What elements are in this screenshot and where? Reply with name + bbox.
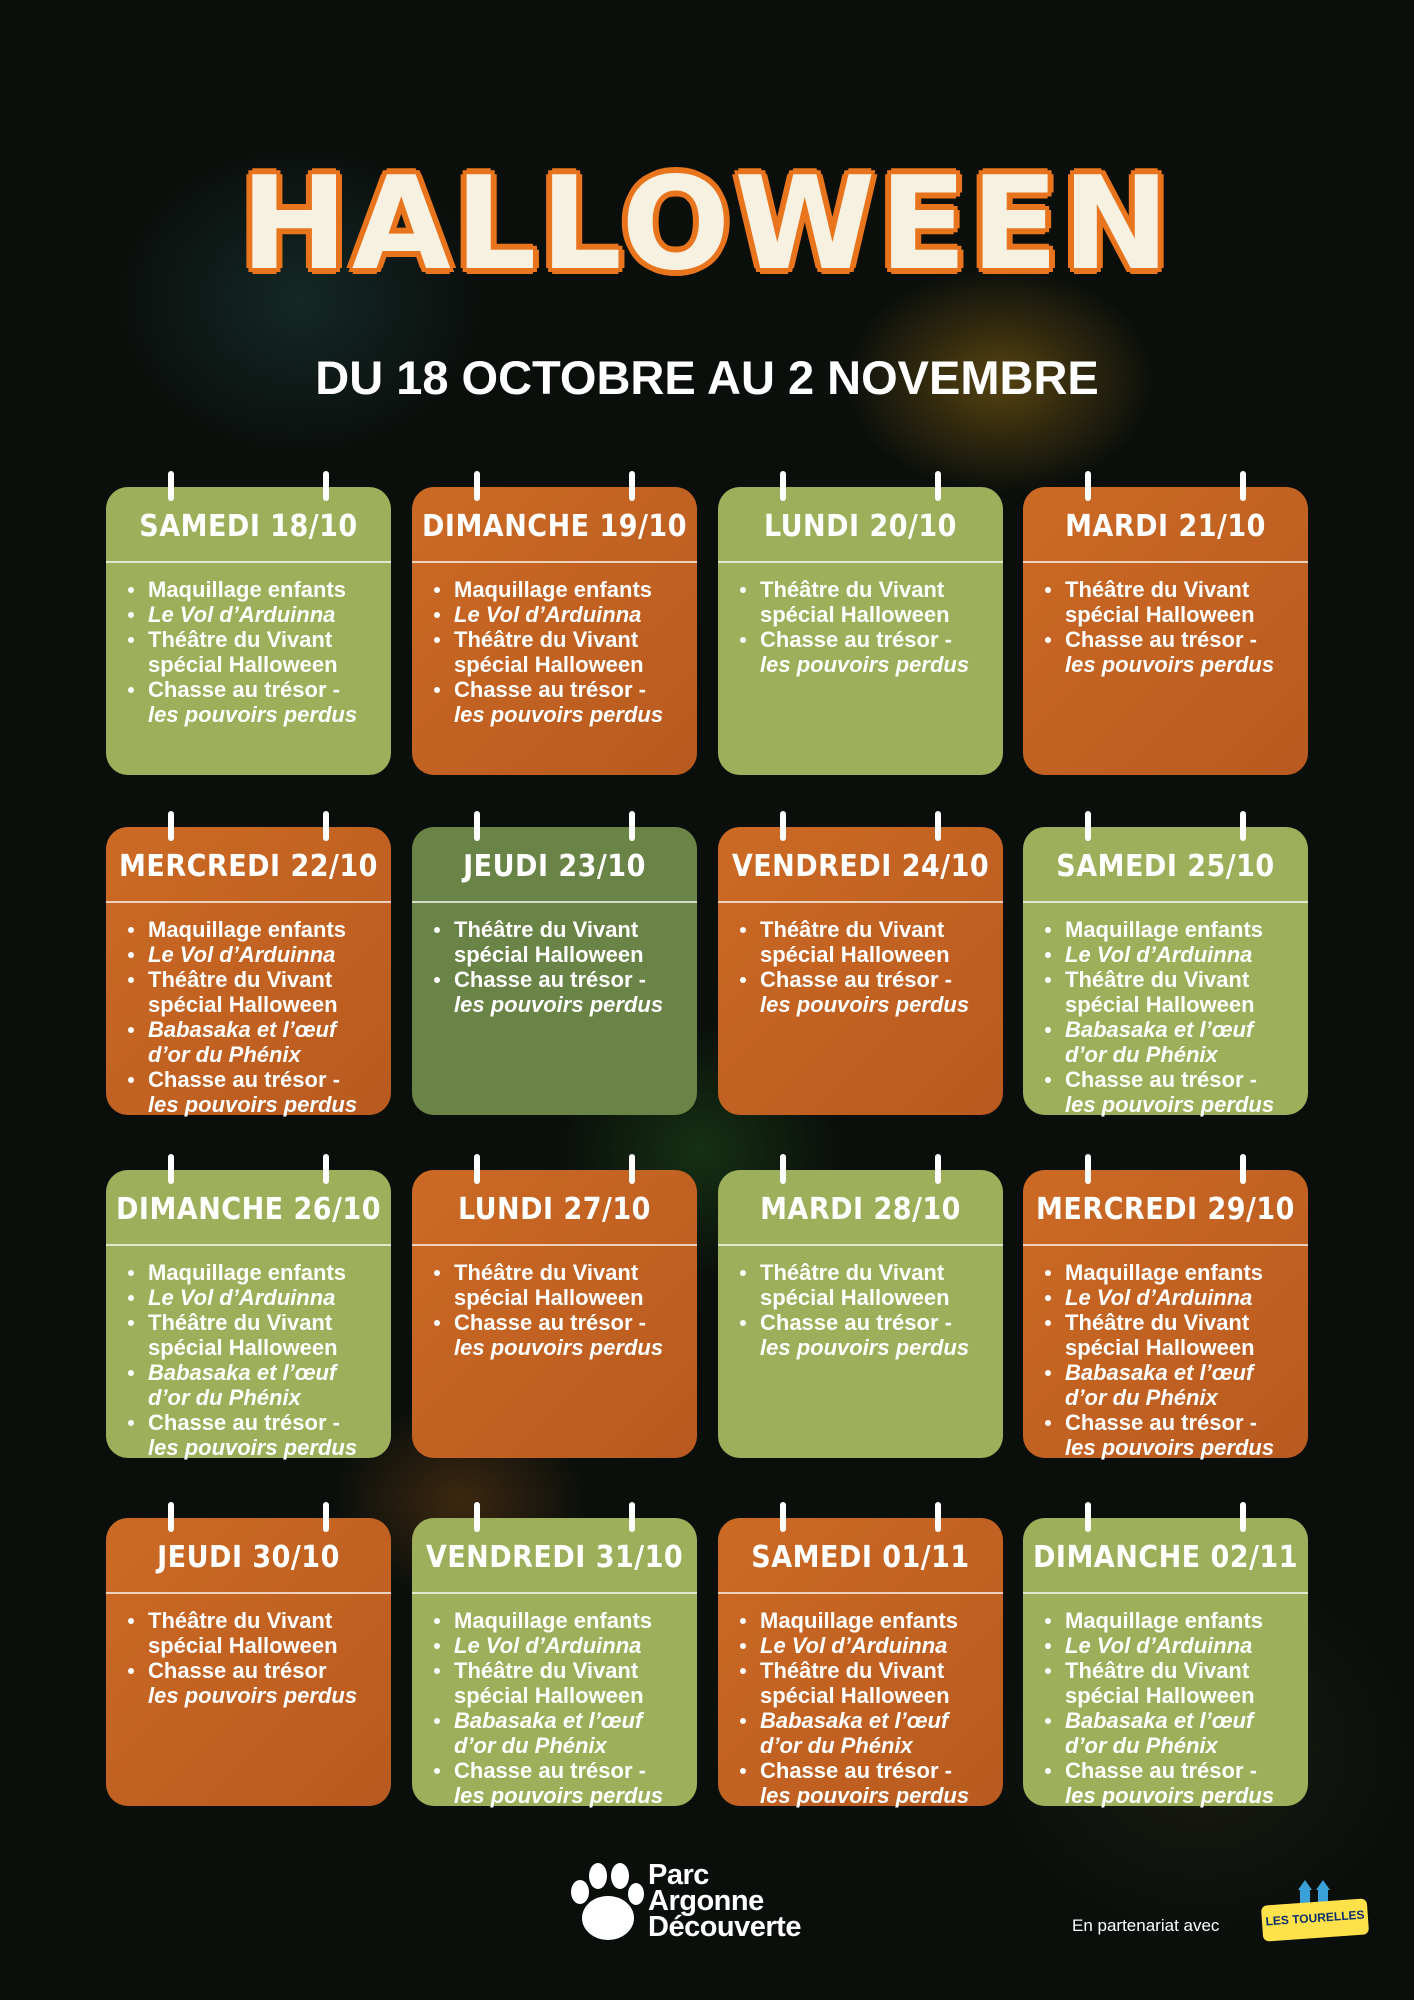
day-label: DIMANCHE 26/10 xyxy=(106,1170,391,1246)
calendar-ring-icon xyxy=(168,1154,174,1184)
day-card xyxy=(412,487,697,775)
activity-list xyxy=(412,577,697,727)
activity-title-italic: Babasaka et l’œuf d’or du Phénix xyxy=(454,1708,643,1758)
day-card xyxy=(412,1518,697,1806)
day-card xyxy=(718,1170,1003,1458)
activity-text: Théâtre du Vivant spécial Halloween xyxy=(760,1260,950,1310)
day-card xyxy=(106,487,391,775)
day-card xyxy=(1023,487,1308,775)
activity-text: Chasse au trésor - xyxy=(454,677,646,702)
activity-item xyxy=(1065,1658,1298,1708)
activity-item xyxy=(1065,1360,1298,1410)
activity-text: Chasse au trésor - xyxy=(1065,1758,1257,1783)
activity-text: Théâtre du Vivant spécial Halloween xyxy=(760,917,950,967)
activity-title-italic: Babasaka et l’œuf d’or du Phénix xyxy=(760,1708,949,1758)
logo-label: LES TOURELLES xyxy=(1265,1907,1365,1929)
activity-list xyxy=(1023,577,1308,677)
activity-text: Chasse au trésor - xyxy=(454,967,646,992)
activity-text: Maquillage enfants xyxy=(1065,1260,1264,1285)
day-label: DIMANCHE 02/11 xyxy=(1023,1518,1308,1594)
activity-item xyxy=(1065,577,1298,627)
day-label: JEUDI 30/10 xyxy=(106,1518,391,1594)
activity-item xyxy=(760,627,993,677)
activity-item xyxy=(454,967,687,1017)
activity-item xyxy=(1065,1017,1298,1067)
activity-title-italic: Le Vol d’Arduinna xyxy=(454,602,642,627)
calendar-ring-icon xyxy=(474,811,480,841)
activity-item xyxy=(1065,1260,1298,1285)
day-label: MERCREDI 29/10 xyxy=(1023,1170,1308,1246)
day-label: MARDI 28/10 xyxy=(718,1170,1003,1246)
activity-item xyxy=(454,1658,687,1708)
activity-list xyxy=(106,1608,391,1708)
activity-title-italic: les pouvoirs perdus xyxy=(760,1783,970,1808)
activity-list xyxy=(412,1260,697,1360)
activity-item xyxy=(1065,967,1298,1017)
calendar-ring-icon xyxy=(323,811,329,841)
activity-text: Chasse au trésor - xyxy=(760,1310,952,1335)
activity-item xyxy=(148,677,381,727)
activity-text: Théâtre du Vivant spécial Halloween xyxy=(148,1608,338,1658)
activity-item xyxy=(1065,1608,1298,1633)
activity-item xyxy=(760,1310,993,1360)
day-label: SAMEDI 25/10 xyxy=(1023,827,1308,903)
activity-list xyxy=(106,1260,391,1460)
activity-item xyxy=(454,1633,687,1658)
activity-item xyxy=(1065,1633,1298,1658)
activity-item xyxy=(454,602,687,627)
calendar-ring-icon xyxy=(168,471,174,501)
activity-list xyxy=(718,577,1003,677)
day-card xyxy=(106,827,391,1115)
calendar-ring-icon xyxy=(935,1154,941,1184)
activity-item xyxy=(148,1410,381,1460)
activity-item xyxy=(760,1608,993,1633)
day-label: DIMANCHE 19/10 xyxy=(412,487,697,563)
day-label: LUNDI 27/10 xyxy=(412,1170,697,1246)
activity-text: Maquillage enfants xyxy=(1065,1608,1264,1633)
activity-text: Maquillage enfants xyxy=(148,1260,347,1285)
activity-item xyxy=(760,917,993,967)
activity-title-italic: les pouvoirs perdus xyxy=(454,992,664,1017)
activity-item xyxy=(148,1017,381,1067)
calendar-ring-icon xyxy=(780,1502,786,1532)
activity-item xyxy=(760,1708,993,1758)
calendar-ring-icon xyxy=(780,811,786,841)
activity-text: Maquillage enfants xyxy=(148,577,347,602)
activity-text: Théâtre du Vivant spécial Halloween xyxy=(148,967,338,1017)
activity-text: Chasse au trésor - xyxy=(760,967,952,992)
activity-item xyxy=(454,627,687,677)
activity-title-italic: les pouvoirs perdus xyxy=(1065,1783,1275,1808)
activity-title-italic: Le Vol d’Arduinna xyxy=(1065,1633,1253,1658)
calendar-ring-icon xyxy=(474,1502,480,1532)
activity-list xyxy=(106,917,391,1117)
activity-text: Théâtre du Vivant spécial Halloween xyxy=(454,917,644,967)
calendar-ring-icon xyxy=(168,1502,174,1532)
activity-item xyxy=(1065,1410,1298,1460)
activity-text: Chasse au trésor - xyxy=(454,1310,646,1335)
parc-argonne-logo xyxy=(566,1858,866,1948)
activity-item xyxy=(1065,627,1298,677)
calendar-ring-icon xyxy=(1240,1154,1246,1184)
activity-item xyxy=(454,1708,687,1758)
calendar-ring-icon xyxy=(629,1154,635,1184)
day-label: SAMEDI 18/10 xyxy=(106,487,391,563)
activity-text: Chasse au trésor - xyxy=(148,1067,340,1092)
activity-item xyxy=(148,1658,381,1708)
calendar-ring-icon xyxy=(474,1154,480,1184)
calendar-ring-icon xyxy=(323,1154,329,1184)
activity-title-italic: les pouvoirs perdus xyxy=(1065,652,1275,677)
activity-item xyxy=(1065,1708,1298,1758)
activity-title-italic: Le Vol d’Arduinna xyxy=(148,1285,336,1310)
les-tourelles-logo xyxy=(1256,1880,1374,1942)
day-card xyxy=(718,1518,1003,1806)
activity-text: Maquillage enfants xyxy=(454,577,653,602)
activity-list xyxy=(718,917,1003,1017)
activity-text: Théâtre du Vivant spécial Halloween xyxy=(1065,1658,1255,1708)
activity-item xyxy=(454,1608,687,1633)
activity-item xyxy=(760,1658,993,1708)
activity-item xyxy=(148,942,381,967)
activity-text: Chasse au trésor - xyxy=(1065,1410,1257,1435)
activity-text: Chasse au trésor - xyxy=(454,1758,646,1783)
activity-text: Chasse au trésor - xyxy=(148,677,340,702)
activity-list xyxy=(1023,917,1308,1117)
calendar-ring-icon xyxy=(323,1502,329,1532)
activity-title-italic: les pouvoirs perdus xyxy=(148,702,358,727)
activity-text: Théâtre du Vivant spécial Halloween xyxy=(760,1658,950,1708)
activity-text: Chasse au trésor xyxy=(148,1658,327,1683)
day-card xyxy=(412,1170,697,1458)
activity-item xyxy=(760,1260,993,1310)
calendar-ring-icon xyxy=(629,811,635,841)
calendar-ring-icon xyxy=(168,811,174,841)
activity-list xyxy=(412,917,697,1017)
calendar-ring-icon xyxy=(1085,1502,1091,1532)
activity-item xyxy=(760,967,993,1017)
activity-item xyxy=(1065,917,1298,942)
activity-item xyxy=(148,1310,381,1360)
activity-list xyxy=(106,577,391,727)
day-label: VENDREDI 31/10 xyxy=(412,1518,697,1594)
activity-list xyxy=(718,1260,1003,1360)
activity-text: Théâtre du Vivant spécial Halloween xyxy=(454,1658,644,1708)
activity-text: Théâtre du Vivant spécial Halloween xyxy=(454,627,644,677)
activity-item xyxy=(760,1758,993,1808)
calendar-ring-icon xyxy=(1240,811,1246,841)
activity-text: Chasse au trésor - xyxy=(760,1758,952,1783)
activity-item xyxy=(148,1285,381,1310)
calendar-ring-icon xyxy=(1085,811,1091,841)
day-card xyxy=(1023,1170,1308,1458)
activity-item xyxy=(148,1360,381,1410)
activity-item xyxy=(454,1758,687,1808)
calendar-ring-icon xyxy=(323,471,329,501)
day-label: MERCREDI 22/10 xyxy=(106,827,391,903)
day-label: LUNDI 20/10 xyxy=(718,487,1003,563)
calendar-ring-icon xyxy=(780,1154,786,1184)
activity-title-italic: les pouvoirs perdus xyxy=(454,1783,664,1808)
activity-item xyxy=(148,577,381,602)
day-card xyxy=(106,1518,391,1806)
activity-list xyxy=(412,1608,697,1808)
day-card xyxy=(106,1170,391,1458)
date-range: DU 18 OCTOBRE AU 2 NOVEMBRE xyxy=(315,351,1099,404)
activity-title-italic: Le Vol d’Arduinna xyxy=(148,942,336,967)
activity-list xyxy=(1023,1608,1308,1808)
activity-title-italic: les pouvoirs perdus xyxy=(148,1683,358,1708)
activity-item xyxy=(454,917,687,967)
activity-item xyxy=(148,602,381,627)
activity-item xyxy=(1065,1758,1298,1808)
activity-item xyxy=(1065,1285,1298,1310)
activity-text: Maquillage enfants xyxy=(454,1608,653,1633)
activity-title-italic: Le Vol d’Arduinna xyxy=(454,1633,642,1658)
calendar-ring-icon xyxy=(629,1502,635,1532)
calendar-ring-icon xyxy=(935,471,941,501)
activity-title-italic: Le Vol d’Arduinna xyxy=(1065,942,1253,967)
day-card xyxy=(412,827,697,1115)
activity-item xyxy=(148,1067,381,1117)
activity-text: Théâtre du Vivant spécial Halloween xyxy=(148,1310,338,1360)
calendar-ring-icon xyxy=(474,471,480,501)
activity-title-italic: Le Vol d’Arduinna xyxy=(760,1633,948,1658)
activity-text: Chasse au trésor - xyxy=(148,1410,340,1435)
activity-item xyxy=(1065,1310,1298,1360)
activity-item xyxy=(454,677,687,727)
day-card xyxy=(718,827,1003,1115)
activity-title-italic: les pouvoirs perdus xyxy=(1065,1435,1275,1460)
activity-item xyxy=(148,627,381,677)
activity-item xyxy=(148,967,381,1017)
activity-item xyxy=(148,917,381,942)
day-label: VENDREDI 24/10 xyxy=(718,827,1003,903)
day-card xyxy=(1023,827,1308,1115)
calendar-ring-icon xyxy=(1240,1502,1246,1532)
activity-text: Théâtre du Vivant spécial Halloween xyxy=(1065,967,1255,1017)
activity-item xyxy=(1065,1067,1298,1117)
logo-line-3: Découverte xyxy=(648,1911,801,1943)
activity-item xyxy=(148,1608,381,1658)
activity-item xyxy=(760,577,993,627)
activity-text: Maquillage enfants xyxy=(1065,917,1264,942)
activity-item xyxy=(148,1260,381,1285)
day-label: MARDI 21/10 xyxy=(1023,487,1308,563)
activity-title-italic: les pouvoirs perdus xyxy=(760,652,970,677)
activity-title-italic: les pouvoirs perdus xyxy=(1065,1092,1275,1117)
day-card xyxy=(1023,1518,1308,1806)
activity-text: Théâtre du Vivant spécial Halloween xyxy=(1065,577,1255,627)
activity-text: Théâtre du Vivant spécial Halloween xyxy=(1065,1310,1255,1360)
activity-text: Théâtre du Vivant spécial Halloween xyxy=(454,1260,644,1310)
activity-list xyxy=(718,1608,1003,1808)
activity-title-italic: les pouvoirs perdus xyxy=(760,1335,970,1360)
partner-text: En partenariat avec xyxy=(1072,1916,1220,1935)
activity-title-italic: les pouvoirs perdus xyxy=(148,1092,358,1117)
activity-title-italic: les pouvoirs perdus xyxy=(148,1435,358,1460)
calendar-ring-icon xyxy=(935,1502,941,1532)
activity-title-italic: les pouvoirs perdus xyxy=(454,1335,664,1360)
activity-text: Chasse au trésor - xyxy=(1065,627,1257,652)
activity-text: Théâtre du Vivant spécial Halloween xyxy=(760,577,950,627)
calendar-ring-icon xyxy=(629,471,635,501)
calendar-ring-icon xyxy=(1085,1154,1091,1184)
activity-text: Chasse au trésor - xyxy=(760,627,952,652)
poster-title: HALLOWEEN xyxy=(240,150,1174,299)
day-label: JEUDI 23/10 xyxy=(412,827,697,903)
activity-title-italic: Babasaka et l’œuf d’or du Phénix xyxy=(148,1360,337,1410)
activity-list xyxy=(1023,1260,1308,1460)
activity-title-italic: Babasaka et l’œuf d’or du Phénix xyxy=(1065,1708,1254,1758)
activity-title-italic: les pouvoirs perdus xyxy=(454,702,664,727)
logo-line-2: Argonne xyxy=(648,1885,764,1917)
calendar-ring-icon xyxy=(780,471,786,501)
activity-text: Théâtre du Vivant spécial Halloween xyxy=(148,627,338,677)
activity-text: Chasse au trésor - xyxy=(1065,1067,1257,1092)
activity-title-italic: Babasaka et l’œuf d’or du Phénix xyxy=(1065,1017,1254,1067)
calendar-ring-icon xyxy=(935,811,941,841)
calendar-ring-icon xyxy=(1085,471,1091,501)
activity-text: Maquillage enfants xyxy=(148,917,347,942)
activity-title-italic: Babasaka et l’œuf d’or du Phénix xyxy=(148,1017,337,1067)
activity-item xyxy=(1065,942,1298,967)
activity-item xyxy=(454,1310,687,1360)
paw-icon xyxy=(566,1858,646,1948)
activity-text: Maquillage enfants xyxy=(760,1608,959,1633)
activity-title-italic: Babasaka et l’œuf d’or du Phénix xyxy=(1065,1360,1254,1410)
activity-title-italic: Le Vol d’Arduinna xyxy=(1065,1285,1253,1310)
day-label: SAMEDI 01/11 xyxy=(718,1518,1003,1594)
logo-line-1: Parc xyxy=(648,1859,709,1891)
activity-title-italic: Le Vol d’Arduinna xyxy=(148,602,336,627)
activity-item xyxy=(760,1633,993,1658)
activity-title-italic: les pouvoirs perdus xyxy=(760,992,970,1017)
activity-item xyxy=(454,577,687,602)
day-card xyxy=(718,487,1003,775)
calendar-ring-icon xyxy=(1240,471,1246,501)
activity-item xyxy=(454,1260,687,1310)
